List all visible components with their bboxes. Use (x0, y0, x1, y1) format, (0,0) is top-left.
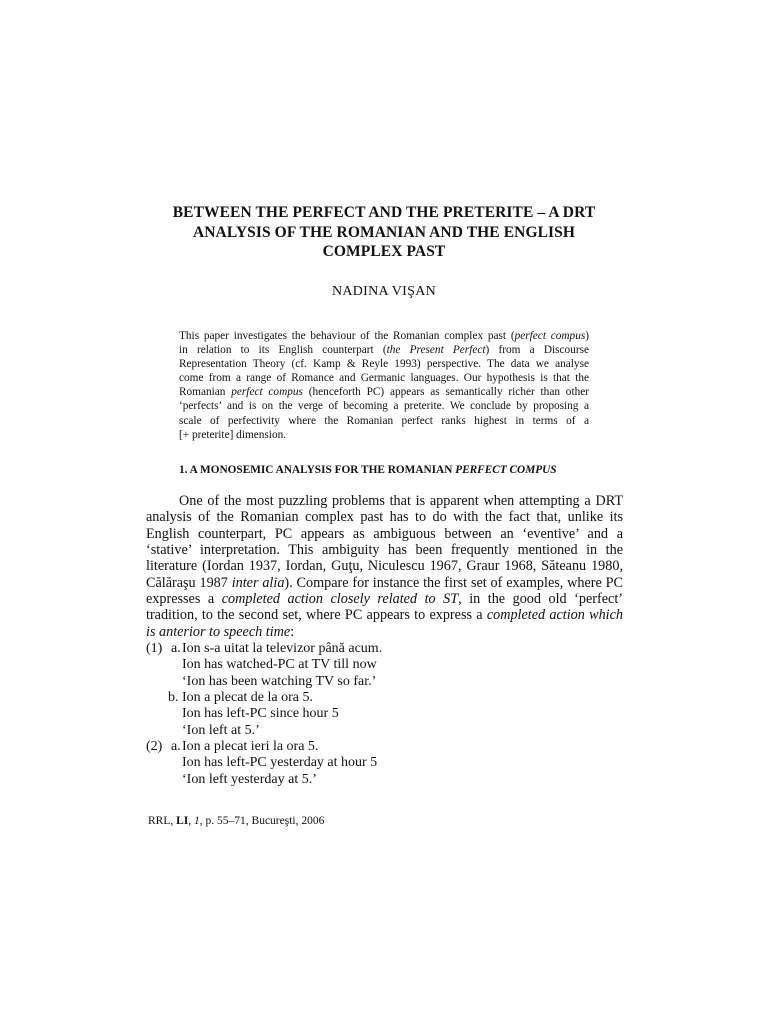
body-line: is anterior to speech time: (146, 623, 295, 640)
title-line-3: COMPLEX PAST (322, 243, 446, 260)
body-line: expresses a completed action closely related to ST, in the good old ‘perfect’ (146, 591, 623, 608)
title-line-1: BETWEEN THE PERFECT AND THE PRETERITE – A DRT (172, 204, 596, 221)
example-translation: ‘Ion has been watching TV so far.’ (182, 673, 377, 689)
author-name: NADINA VIŞAN (331, 284, 437, 299)
abstract-line: ‘perfects’ and is on the verge of becoming a preterite. We conclude by proposing a (179, 400, 589, 413)
example-letter: a. (171, 641, 181, 656)
body-line: One of the most puzzling problems that is apparent when attempting a DRT (179, 493, 623, 509)
title-line-2: ANALYSIS OF THE ROMANIAN AND THE ENGLISH (192, 223, 576, 241)
body-paragraph (146, 493, 623, 640)
body-line: analysis of the Romanian complex past has to do with the fact that, unlike its (146, 509, 623, 526)
example-translation: ‘Ion left yesterday at 5.’ (182, 771, 317, 787)
example-gloss: Ion has left-PC since hour 5 (182, 706, 339, 722)
body-line: English counterpart, PC appears as ambiguous between an ‘eventive’ and a (146, 525, 623, 542)
body-line: tradition, to the second set, where PC appears to express a completed action which (146, 607, 624, 624)
example-gloss: Ion has watched-PC at TV till now (182, 657, 377, 673)
citation-footer: RRL, LI, 1, p. 55–71, Bucureşti, 2006 (148, 815, 325, 827)
example-sentence: Ion a plecat ieri la ora 5. (182, 739, 319, 755)
example-letter: b. (168, 690, 179, 706)
abstract-line: This paper investigates the behaviour of the Romanian complex past (perfect compus) (179, 330, 589, 342)
abstract-line: [+ preterite] dimension. (179, 428, 287, 441)
example-letter: a. (171, 739, 181, 755)
example-number: (2) (146, 739, 163, 755)
abstract (179, 329, 589, 442)
example-sentence: Ion a plecat de la ora 5. (182, 690, 313, 706)
body-line: ‘stative’ interpretation. This ambiguity has been frequently mentioned in the (146, 542, 623, 559)
example-translation: ‘Ion left at 5.’ (182, 722, 260, 738)
example-sentence: Ion s-a uitat la televizor până acum. (182, 641, 383, 656)
example-number: (1) (146, 641, 163, 656)
body-line: literature (Iordan 1937, Iordan, Guţu, Niculescu 1967, Graur 1968, Săteanu 1980, (146, 558, 623, 575)
abstract-line: Romanian perfect compus (henceforth PC) appears as semantically richer than other (179, 386, 590, 399)
abstract-line: scale of perfectivity where the Romanian perfect ranks highest in terms of a (179, 414, 589, 427)
abstract-line: Representation Theory (cf. Kamp & Reyle 1993) perspective. The data we analyse (179, 358, 589, 371)
example-gloss: Ion has left-PC yesterday at hour 5 (182, 755, 378, 771)
abstract-line: in relation to its English counterpart (the Present Perfect) from a Discourse (179, 344, 589, 357)
abstract-line: come from a range of Romance and Germanic languages. Our hypothesis is that the (179, 372, 589, 385)
section-heading: 1. A MONOSEMIC ANALYSIS FOR THE ROMANIAN PERFECT COMPUS (179, 464, 557, 476)
paper-title (120, 203, 648, 262)
body-line: Călăraşu 1987 inter alia). Compare for instance the first set of examples, where PC (146, 574, 624, 591)
